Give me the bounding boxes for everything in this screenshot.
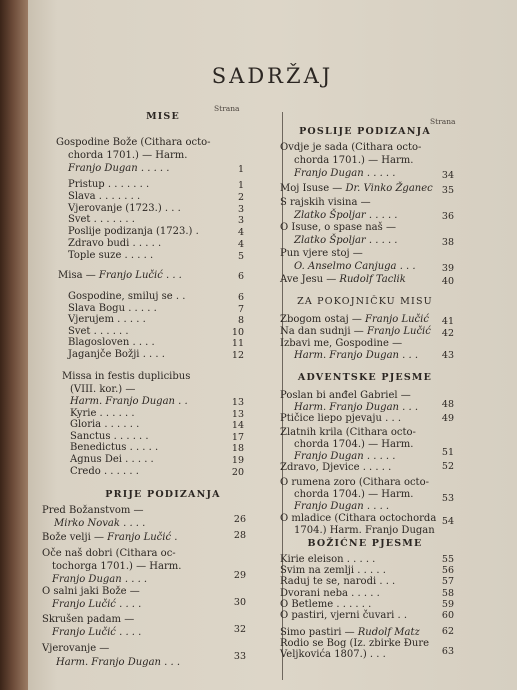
- entry-title: Gospodine Bože (Cithara octo-: [56, 137, 211, 148]
- page-number: 18: [231, 443, 244, 455]
- list-item: Sanctus . . . . . .: [70, 430, 149, 442]
- entry-title: Zlatnih krila (Cithara octo-: [280, 427, 416, 438]
- entry-title: Skrušen padam —: [42, 614, 135, 625]
- list-item: Harm. Franjo Dugan . .: [70, 396, 188, 407]
- list-item: Raduj te se, narodi . . .: [280, 576, 396, 588]
- entry-title: chorda 1701.) — Harm.: [68, 150, 188, 161]
- entry-title: O mladice (Cithara octochorda: [280, 513, 437, 524]
- entry-author: Franjo Lučić: [365, 314, 429, 325]
- list-item: Jaganjče Božji . . . .: [68, 349, 165, 360]
- list-item: Vjerujem . . . . .: [68, 314, 146, 326]
- page-number: 40: [441, 276, 454, 287]
- entry-title: Ovdje je sada (Cithara octo-: [280, 142, 422, 153]
- entry-title: chorda 1704.) — Harm.: [294, 439, 414, 450]
- page-number: 63: [441, 646, 454, 657]
- page-number: 5: [237, 250, 244, 262]
- list-item: Gospodine, smiluj se . .: [68, 291, 186, 302]
- list-item: Blagosloven . . . .: [68, 337, 155, 349]
- entry-title: O rumena zoro (Cithara octo-: [280, 477, 429, 488]
- page-column-label-right: Strana: [430, 117, 456, 126]
- page-number: 33: [233, 651, 246, 662]
- page-number: 38: [441, 237, 454, 248]
- page-number: 17: [231, 431, 244, 443]
- page-number: 13: [231, 397, 244, 408]
- entry-title: Pred Božanstvom —: [42, 505, 144, 516]
- entry-title: Simo pastiri — Rudolf Matz: [280, 627, 420, 638]
- list-item: Poslije podizanja (1723.) .: [68, 226, 199, 238]
- page-number: 4: [237, 227, 244, 239]
- page-number: 12: [231, 350, 244, 361]
- page-number: 62: [441, 626, 454, 637]
- entry-author: Franjo Dugan . . . .: [294, 501, 390, 512]
- entry-author: Rudolf Taclik: [339, 274, 406, 285]
- entry-title: Missa in festis duplicibus: [62, 371, 191, 382]
- page-number: 56: [441, 565, 454, 577]
- entry-title: chorda 1704.) — Harm.: [294, 489, 414, 500]
- section-heading-poslije: POSLIJE PODIZANJA: [299, 126, 431, 137]
- entry-title: Poslan bi anđel Gabriel —: [280, 390, 411, 401]
- page-number: 6: [237, 271, 244, 282]
- list-item: Credo . . . . . .: [70, 465, 139, 477]
- page-number: 11: [231, 338, 244, 350]
- page-number: 30: [233, 597, 246, 608]
- entry-title: tochorga 1701.) — Harm.: [52, 561, 182, 572]
- list-item: Vjerovanje (1723.) . . .: [68, 202, 181, 214]
- page-number: 34: [441, 170, 454, 181]
- page-number: 3: [237, 215, 244, 227]
- page-number: 2: [237, 191, 244, 203]
- list-item: O pastiri, vjerni čuvari . .: [280, 610, 408, 621]
- page-number: 36: [441, 211, 454, 222]
- entry-author: Franjo Lučić: [366, 326, 431, 337]
- entry-title: Oče naš dobri (Cithara oc-: [42, 548, 176, 559]
- entry-title: Izbavi me, Gospodine —: [280, 338, 403, 349]
- list-item: Svim na zemlji . . . . .: [280, 565, 386, 577]
- page-number: 8: [237, 315, 244, 327]
- page-column-label-left: Strana: [214, 104, 240, 113]
- entry-author: Dr. Vinko Žganec: [345, 183, 433, 194]
- entry-author: Franjo Lučić .: [107, 532, 178, 543]
- list-item: Kirie eleison . . . . .: [280, 554, 376, 565]
- entry-title: Zbogom ostaj — Franjo Lučić: [280, 314, 429, 325]
- entry-author: Zlatko Špoljar . . . . .: [294, 235, 398, 246]
- entry-title: O salni jaki Bože —: [42, 586, 140, 597]
- page-number: 60: [441, 610, 454, 621]
- entry-author: Rudolf Matz: [357, 627, 420, 638]
- entry-title: 1704.) Harm. Franjo Dugan: [294, 525, 435, 536]
- page-number: 7: [237, 303, 244, 315]
- page-number: 32: [233, 624, 246, 635]
- page-number: 52: [441, 461, 454, 472]
- entry-author: O. Anselmo Canjuga . . .: [294, 261, 416, 272]
- entry-title: (VIII. kor.) —: [70, 384, 136, 395]
- page-number: 1: [237, 180, 244, 191]
- page-number: 19: [231, 455, 244, 466]
- entry-title: Na dan sudnji — Franjo Lučić: [280, 326, 431, 337]
- page-number: 51: [441, 447, 454, 458]
- entry-title: Rodio se Bog (Iz. zbirke Đure: [280, 638, 430, 649]
- entry-title: Pun vjere stoj —: [280, 248, 363, 259]
- page-number: 28: [233, 530, 246, 541]
- entry-title: O Isuse, o spase naš —: [280, 222, 396, 233]
- list-item: Svet . . . . . . .: [68, 214, 135, 226]
- page-number: 57: [441, 576, 454, 588]
- list-item: Agnus Dei . . . . .: [70, 454, 154, 465]
- list-item: Gloria . . . . . .: [70, 419, 140, 431]
- book-spine-shadow: [0, 0, 28, 690]
- entry-author: Franjo Dugan . . . . .: [294, 451, 396, 462]
- entry-title: chorda 1701.) — Harm.: [294, 155, 414, 166]
- page-number: 6: [237, 292, 244, 303]
- list-item: Slava Bogu . . . . .: [68, 302, 157, 314]
- entry-title: Zdravo, Djevice . . . . .: [280, 462, 392, 473]
- list-item: Dvorani neba . . . . .: [280, 587, 380, 599]
- list-item: Kyrie . . . . . .: [70, 407, 135, 419]
- book-page: [28, 0, 517, 690]
- entry-author: Harm. Franjo Dugan . . .: [294, 402, 419, 413]
- entry-author: Franjo Dugan . . . . .: [294, 168, 396, 179]
- list-item: Svet . . . . . .: [68, 325, 129, 337]
- section-heading-bozicne: BOŽIĆNE PJESME: [307, 538, 423, 549]
- page-number: 49: [441, 413, 454, 424]
- entry-title: Ptičice liepo pjevaju . . .: [280, 413, 402, 424]
- page-number: 29: [233, 570, 246, 581]
- list-item: Slava . . . . . . .: [68, 190, 141, 202]
- page-number: 4: [237, 239, 244, 250]
- entry-title: S rajskih visina —: [280, 197, 371, 208]
- list-item: Benedictus . . . . .: [70, 442, 159, 454]
- entry-title: Ave Jesu — Rudolf Taclik: [280, 274, 406, 285]
- page-number: 39: [441, 263, 454, 274]
- page-number: 10: [231, 326, 244, 338]
- page-number: 53: [441, 493, 454, 504]
- entry-author: Zlatko Špoljar . . . . .: [294, 210, 398, 221]
- entry-author: Franjo Dugan . . . .: [52, 574, 148, 585]
- entry-author: Franjo Lučić . . . .: [52, 599, 142, 610]
- list-item: Pristup . . . . . . .: [68, 179, 150, 190]
- page-number: 14: [231, 420, 244, 432]
- page-number: 42: [441, 328, 454, 339]
- page-number: 26: [233, 514, 246, 525]
- entry-author: Mirko Novak . . . .: [54, 518, 146, 529]
- page-number: 1: [237, 164, 244, 175]
- page-number: 20: [231, 466, 244, 478]
- page-number: 43: [441, 350, 454, 361]
- entry-title: Vjerovanje —: [42, 643, 110, 654]
- entry-title: Moj Isuse — Dr. Vinko Žganec: [280, 183, 433, 194]
- section-heading-pokojnicku: ZA POKOJNIČKU MISU: [297, 296, 433, 307]
- list-item: Tople suze . . . . .: [68, 249, 154, 261]
- page-number: 13: [231, 408, 244, 420]
- page-number: 54: [441, 516, 454, 527]
- list-item: O Betleme . . . . . .: [280, 598, 372, 610]
- entry-author: Franjo Dugan . . . . .: [68, 163, 170, 174]
- entry-author: Harm. Franjo Dugan . . .: [56, 657, 181, 668]
- section-heading-mise: MISE: [146, 111, 180, 122]
- entry-title: Bože velji — Franjo Lučić .: [42, 532, 178, 543]
- entry-author: Franjo Lučić . . . .: [52, 627, 142, 638]
- page-number: 48: [441, 399, 454, 410]
- entry-author: Franjo Lučić . . .: [98, 270, 182, 281]
- page-number: 58: [441, 587, 454, 599]
- page-number: 41: [441, 316, 454, 327]
- page-number: 59: [441, 598, 454, 610]
- entry-author: Harm. Franjo Dugan . . .: [294, 350, 419, 361]
- page-number: 55: [441, 554, 454, 565]
- entry-title: Veljkovića 1807.) . . .: [280, 649, 386, 660]
- page-title: SADRŽAJ: [211, 64, 334, 88]
- section-heading-prije: PRIJE PODIZANJA: [105, 489, 221, 500]
- section-heading-adventske: ADVENTSKE PJESME: [297, 372, 433, 383]
- list-item: Zdravo budi . . . . .: [68, 238, 162, 249]
- page-number: 35: [441, 185, 454, 196]
- page-number: 3: [237, 203, 244, 215]
- entry-title: Misa — Franjo Lučić . . .: [58, 270, 182, 281]
